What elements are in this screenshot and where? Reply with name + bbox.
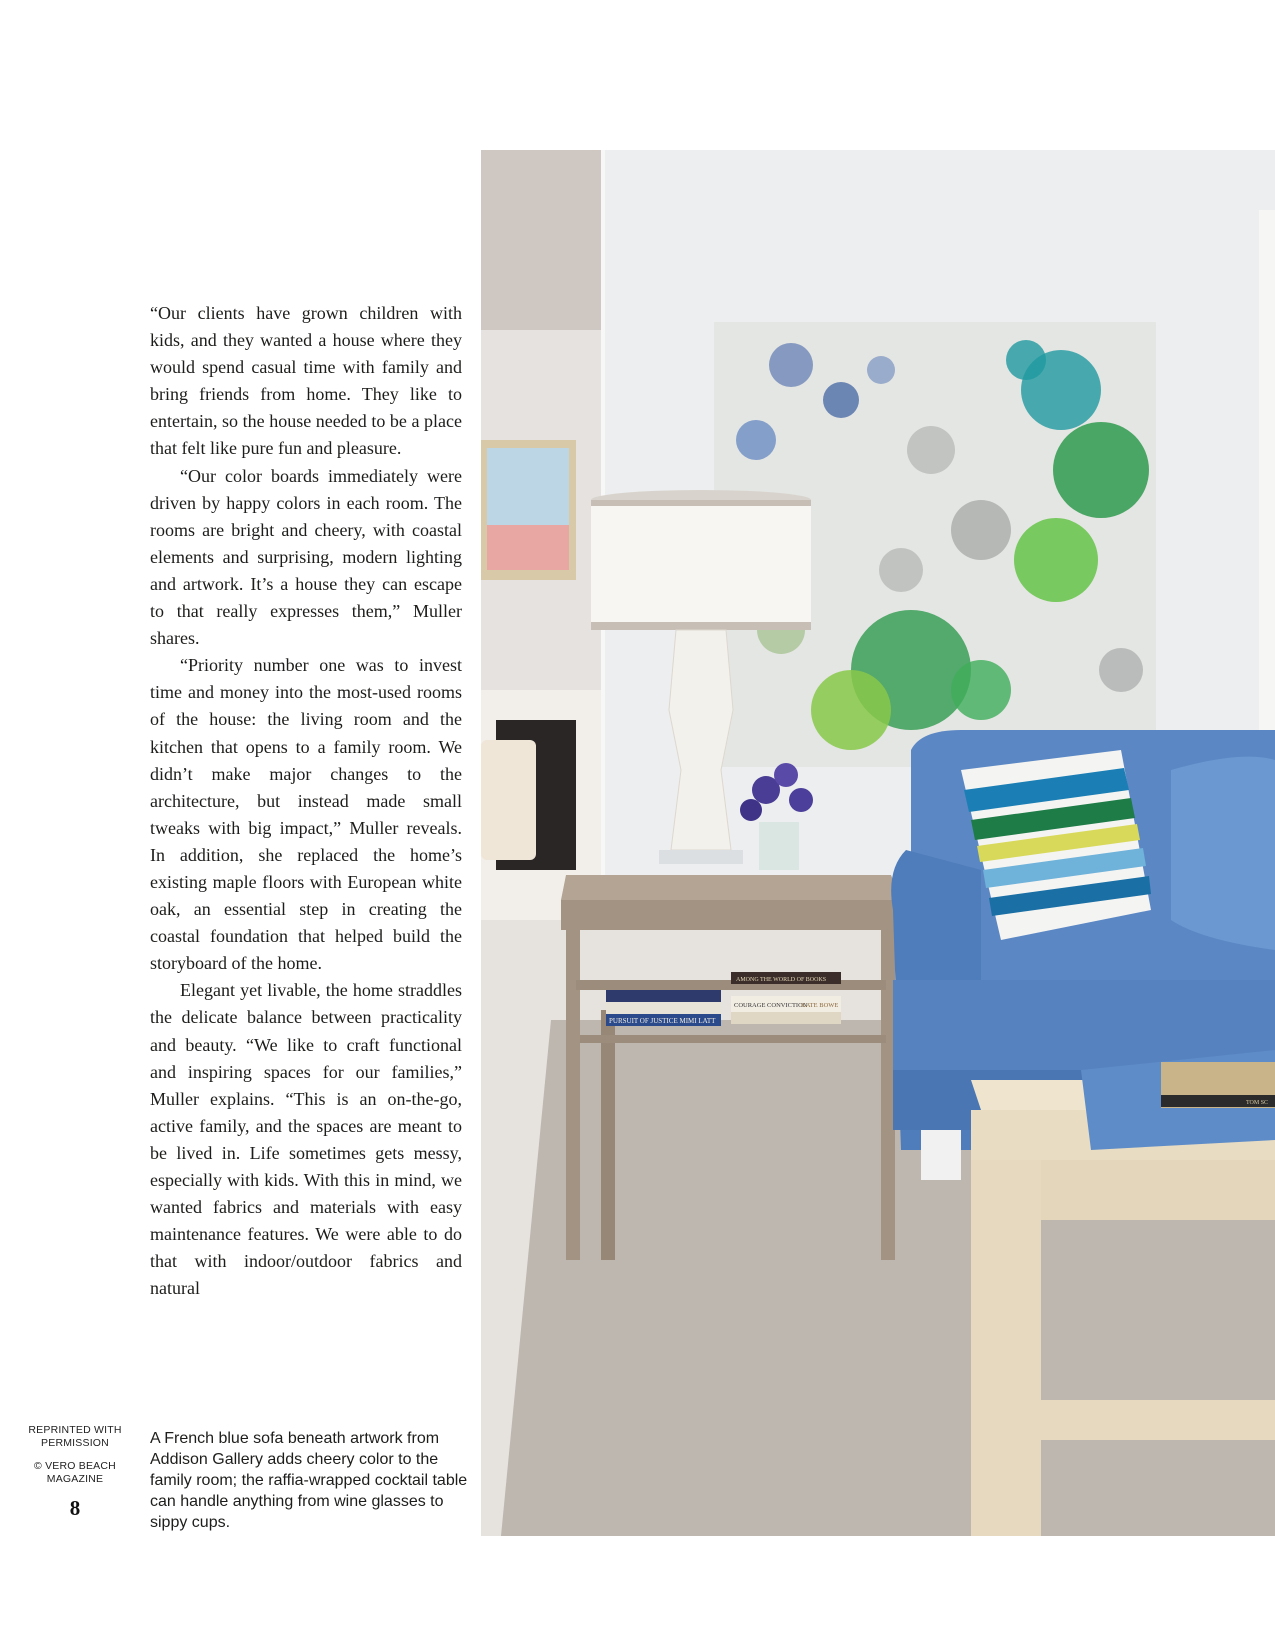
book-spine-5-label: TOM SC	[1246, 1100, 1269, 1106]
article-paragraph-4: Elegant yet livable, the home straddles the delicate balance between practicality and beauty. “We like to craft functional and inspiring spaces for our families,” Muller explains. “This is an on-the-go, active family, and the spaces are meant to be lived in. Life sometimes gets messy, especially with kids. With this in mind, we wanted fabrics and materials with easy maintenance features. We were able to do that with indoor/outdoor fabrics and natural	[150, 980, 462, 1299]
photo-illustration	[481, 150, 1275, 1536]
interior-photo	[481, 150, 1275, 1536]
article-paragraph-2: “Our color boards immediately were driven by happy colors in each room. The rooms are bright and cheery, with coastal elements and surprising, modern lighting and artwork. It’s a house they can escape to that really expresses them,” Muller shares.	[150, 465, 462, 649]
photo-caption: A French blue sofa beneath artwork from Addison Gallery adds cheery color to the family room; the raffia-wrapped cocktail table can handle anything from wine glasses to sippy cups.	[150, 1430, 468, 1531]
book-spine-4-label: AMONG THE WORLD OF BOOKS	[736, 977, 827, 983]
book-spine-1-label: PURSUIT OF JUSTICE MIMI LATT	[609, 1017, 716, 1025]
ceiling-beam	[481, 150, 601, 330]
page-number: 8	[69, 1496, 81, 1520]
article-paragraph-1: “Our clients have grown children with kids, and they wanted a house where they would spend casual time with family and bring friends from home. They like to entertain, so the house needed to be a place that felt like pure fun and pleasure.	[150, 303, 462, 459]
wall-frame-edge	[1259, 210, 1275, 730]
magazine-credit: © VERO BEACH MAGAZINE	[34, 1460, 116, 1485]
small-painting-flowers	[487, 525, 569, 570]
book-spine-3-label: KATE BOWE	[801, 1002, 839, 1009]
reprint-credit: REPRINTED WITH PERMISSION	[28, 1424, 122, 1449]
woven-chair	[481, 740, 536, 860]
article-text	[150, 300, 462, 1302]
book-spine-2-label: COURAGE CONVICTION	[734, 1002, 808, 1009]
article-paragraph-3: “Priority number one was to invest time and money into the most-used rooms of the house: the living room and the kitchen that opens to a family room. We didn’t make major changes to the architecture, but instead made small tweaks with big impact,” Muller reveals. In addition, she replaced the home’s existing maple floors with European white oak, an essential step in creating the coastal foundation that helped build the storyboard of the home.	[150, 655, 462, 974]
